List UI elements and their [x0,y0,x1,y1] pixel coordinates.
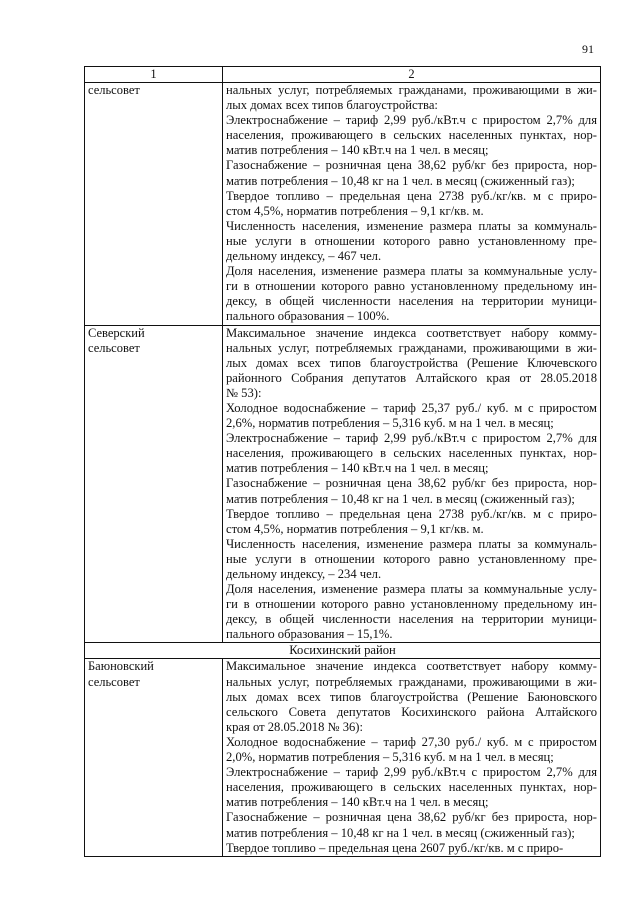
municipality-name-cell [85,83,223,326]
text-line: 2,0%, норматив потребления – 5,316 куб. м на 1 чел. в месяц; [226,750,554,765]
description-paragraph [226,765,597,810]
text-line: Электроснабжение – тариф 2,99 руб./кВт.ч с приростом 2,7% для [226,431,597,446]
text-line: Электроснабжение – тариф 2,99 руб./кВт.ч с приростом 2,7% для [226,765,597,780]
tariff-table [84,66,601,857]
text-line: Твердое топливо – предельная цена 2738 руб./кг/кв. м с приро- [226,506,597,521]
description-paragraph [226,401,597,431]
municipality-name-line: сельсовет [88,83,140,97]
text-line: районного Собрания депутатов Алтайского края от 28.05.2018 [226,370,597,385]
text-line: № 53): [226,385,262,400]
section-row [85,643,601,659]
municipality-name-cell [85,325,223,643]
text-line: дексу, в общей численности населения на территории муници- [226,612,597,627]
text-line: ги в отношении которого равно установленному предельному ин- [226,597,597,612]
description-paragraph [226,476,597,506]
text-line: ги в отношении которого равно установленному предельному ин- [226,279,597,294]
text-line: стом 4,5%, норматив потребления – 9,1 кг/кв. м. [226,521,484,536]
municipality-name-line: сельсовет [88,340,140,355]
text-line: населения, проживающего в сельских населенных пунктах, нор- [226,128,597,143]
description-paragraph [226,537,597,582]
tariff-description-cell [223,659,601,856]
description-paragraph [226,264,597,324]
text-line: населения, проживающего в сельских населенных пунктах, нор- [226,446,597,461]
page-number: 91 [582,42,594,56]
text-line: нальных услуг, потребляемых гражданами, проживающими в жи- [226,674,597,689]
text-line: Газоснабжение – розничная цена 38,62 руб/кг без прироста, нор- [226,158,597,173]
text-line: ные услуги в отношении которого равно установленному пре- [226,233,597,248]
description-paragraph [226,507,597,537]
description-paragraph [226,113,597,158]
description-paragraph [226,735,597,765]
description-paragraph [226,841,597,856]
text-line: Доля населения, изменение размера платы за коммунальные услу- [226,264,597,279]
text-line: Максимальное значение индекса соответствует набору комму- [226,659,597,674]
description-paragraph [226,219,597,264]
text-line: дексу, в общей численности населения на территории муници- [226,294,597,309]
text-line: нальных услуг, потребляемых гражданами, проживающими в жи- [226,83,597,97]
text-line: сельского Совета депутатов Косихинского района Алтайского [226,704,597,719]
text-line: дельному индексу, – 467 чел. [226,249,382,264]
municipality-name-cell [85,659,223,856]
section-title: Косихинский район [85,643,601,659]
text-line: матив потребления – 10,48 кг на 1 чел. в месяц (сжиженный газ); [226,825,575,840]
text-line: пального образования – 100%. [226,309,390,324]
text-line: Холодное водоснабжение – тариф 27,30 руб./ куб. м с приростом [226,734,597,749]
tariff-description-cell [223,325,601,643]
description-paragraph [226,659,597,734]
text-line: стом 4,5%, норматив потребления – 9,1 кг/кв. м. [226,203,484,218]
table-row [85,659,601,856]
text-line: лых домах всех типов благоустройства (Решение Ключевского [226,355,597,370]
municipality-name-line: Баюновский [88,659,154,674]
text-line: лых домах всех типов благоустройства: [226,98,438,113]
text-line: дельному индексу, – 234 чел. [226,567,382,581]
header-row [85,67,601,83]
municipality-name-line: сельсовет [88,674,140,689]
text-line: Холодное водоснабжение – тариф 25,37 руб./ куб. м с приростом [226,400,597,415]
tariff-description-cell [223,83,601,326]
text-line: матив потребления – 140 кВт.ч на 1 чел. в месяц; [226,143,489,158]
text-line: нальных услуг, потребляемых гражданами, проживающими в жи- [226,340,597,355]
text-line: ные услуги в отношении которого равно установленному пре- [226,551,597,566]
description-paragraph [226,810,597,840]
text-line: Электроснабжение – тариф 2,99 руб./кВт.ч с приростом 2,7% для [226,113,597,128]
text-line: края от 28.05.2018 № 36): [226,719,363,734]
text-line: Газоснабжение – розничная цена 38,62 руб/кг без прироста, нор- [226,810,597,825]
text-line: населения, проживающего в сельских населенных пунктах, нор- [226,780,597,795]
text-line: Газоснабжение – розничная цена 38,62 руб/кг без прироста, нор- [226,476,597,491]
description-paragraph [226,83,597,113]
description-paragraph [226,326,597,401]
column-header-2: 2 [223,67,601,83]
description-paragraph [226,189,597,219]
text-line: матив потребления – 10,48 кг на 1 чел. в месяц (сжиженный газ); [226,491,575,506]
text-line: 2,6%, норматив потребления – 5,316 куб. м на 1 чел. в месяц; [226,416,554,431]
description-paragraph [226,431,597,476]
description-paragraph [226,158,597,188]
text-line: лых домах всех типов благоустройства (Решение Баюновского [226,689,597,704]
text-line: пального образования – 15,1%. [226,627,393,642]
municipality-name-line: Северский [88,325,145,340]
table-row [85,325,601,643]
text-line: Твердое топливо – предельная цена 2738 руб./кг/кв. м с приро- [226,188,597,203]
table-row [85,83,601,326]
text-line: Твердое топливо – предельная цена 2607 руб./кг/кв. м с приро- [226,840,564,855]
text-line: Численность населения, изменение размера платы за коммуналь- [226,536,597,551]
text-line: матив потребления – 10,48 кг на 1 чел. в месяц (сжиженный газ); [226,173,575,188]
text-line: Численность населения, изменение размера платы за коммуналь- [226,218,597,233]
text-line: матив потребления – 140 кВт.ч на 1 чел. в месяц; [226,461,489,476]
text-line: Доля населения, изменение размера платы за коммунальные услу- [226,582,597,597]
text-line: Максимальное значение индекса соответствует набору комму- [226,325,597,340]
description-paragraph [226,582,597,642]
text-line: матив потребления – 140 кВт.ч на 1 чел. в месяц; [226,795,489,810]
column-header-1: 1 [85,67,223,83]
